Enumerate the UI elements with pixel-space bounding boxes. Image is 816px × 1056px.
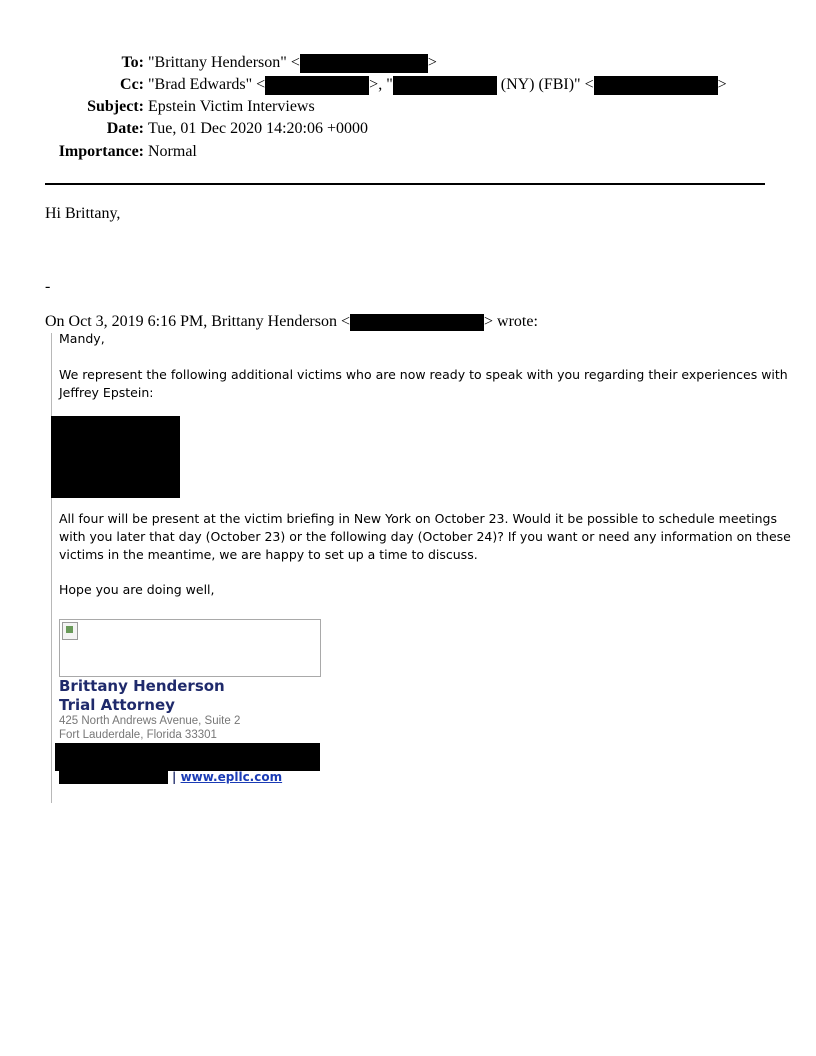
- subject-value: Epstein Victim Interviews: [148, 98, 315, 115]
- signature-title: Trial Attorney: [59, 696, 175, 714]
- signature-name: Brittany Henderson: [59, 677, 225, 695]
- quoted-salutation: Mandy,: [59, 331, 105, 346]
- signature-address-line2: Fort Lauderdale, Florida 33301: [59, 729, 217, 741]
- quoted-para2-line1: All four will be present at the victim briefing in New York on October 23. Would it be possible to schedule meetings: [59, 511, 777, 526]
- signature-link-row: [172, 769, 282, 785]
- redaction: [350, 314, 484, 331]
- quote-bar: [51, 333, 52, 803]
- cc-close: >: [717, 76, 727, 93]
- quote-intro-text: On Oct 3, 2019 6:16 PM, Brittany Henderson <: [45, 313, 350, 330]
- quote-intro: [45, 312, 538, 332]
- redaction: [300, 54, 428, 73]
- to-name: "Brittany Henderson" <: [148, 54, 300, 71]
- quoted-para1-line2: Jeffrey Epstein:: [59, 385, 154, 400]
- quoted-para1-line1: We represent the following additional victims who are now ready to speak with you regarding their experiences with: [59, 367, 788, 382]
- cc-separator: >, ": [369, 76, 393, 93]
- redacted-victim-list: [51, 416, 180, 498]
- cc-row: [0, 74, 816, 96]
- to-row: [0, 52, 816, 74]
- link-separator: |: [172, 770, 181, 784]
- date-value: Tue, 01 Dec 2020 14:20:06 +0000: [148, 120, 368, 137]
- cc-value: [148, 74, 727, 96]
- cc-fbi: (NY) (FBI)" <: [496, 76, 594, 93]
- quoted-closing: Hope you are doing well,: [59, 582, 215, 597]
- broken-image-icon: [62, 622, 78, 640]
- header-divider: [45, 183, 765, 185]
- redaction: [393, 76, 497, 95]
- signature-address-line1: 425 North Andrews Avenue, Suite 2: [59, 715, 241, 727]
- website-link[interactable]: www.epllc.com: [180, 770, 283, 784]
- date-label: Date:: [106, 120, 144, 137]
- signature-image-placeholder: [59, 619, 321, 677]
- importance-row: [0, 141, 816, 163]
- subject-row: [0, 96, 816, 118]
- cc-label: Cc:: [120, 76, 144, 93]
- subject-label: Subject:: [87, 98, 144, 115]
- to-value: [148, 52, 437, 74]
- date-row: [0, 118, 816, 140]
- quoted-para2-line3: victims in the meantime, we are happy to set up a time to discuss.: [59, 547, 478, 562]
- redacted-phone: [59, 769, 168, 784]
- redaction: [594, 76, 718, 95]
- importance-value: Normal: [148, 143, 197, 160]
- quoted-para2-line2: with you later that day (October 23) or the following day (October 24)? If you want or need any information on these: [59, 529, 791, 544]
- cc-name: "Brad Edwards" <: [148, 76, 266, 93]
- greeting: Hi Brittany,: [45, 205, 121, 222]
- to-label: To:: [121, 54, 144, 71]
- importance-label: Importance:: [58, 143, 144, 160]
- quote-intro-wrote: > wrote:: [484, 313, 538, 330]
- redacted-contact-block: [55, 743, 320, 771]
- to-close: >: [427, 54, 437, 71]
- redaction: [265, 76, 369, 95]
- signature-dash: -: [45, 278, 51, 295]
